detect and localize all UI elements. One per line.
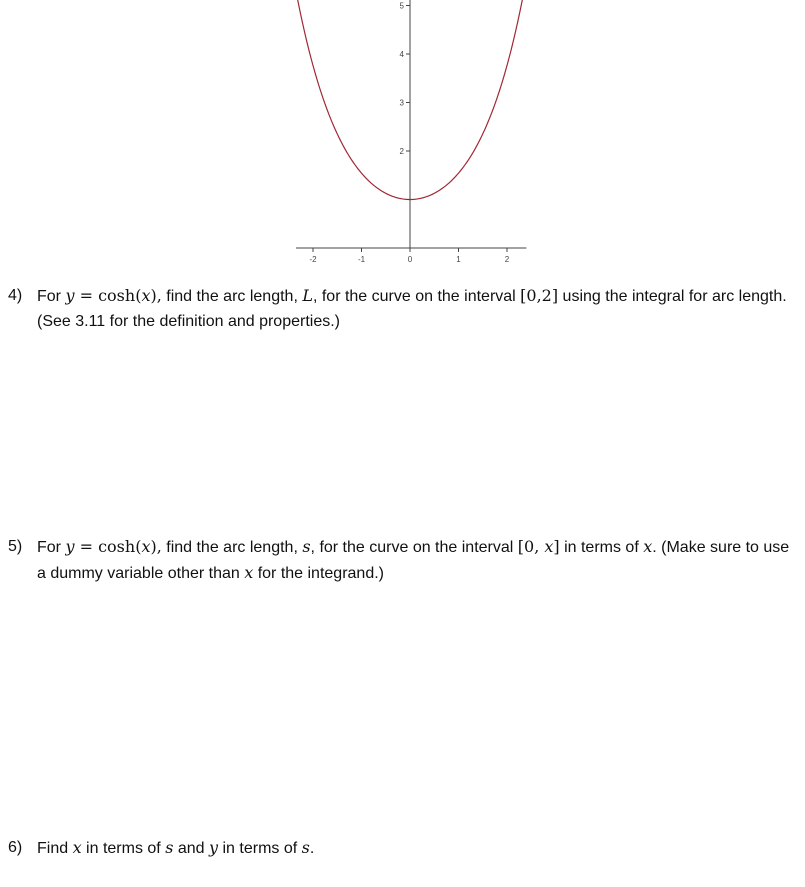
math-run: [0,2]	[520, 286, 559, 305]
problem-4	[8, 283, 798, 334]
plot-axes	[296, 0, 526, 248]
problem-text	[37, 283, 798, 334]
x-tick-label: -2	[309, 255, 317, 264]
text-run: in terms of	[218, 840, 302, 857]
math-run: ]	[553, 537, 560, 556]
math-run: s	[302, 537, 311, 556]
text-run: For	[37, 288, 66, 305]
text-run: and	[173, 840, 209, 857]
y-tick-label: 3	[399, 98, 404, 108]
text-run: , for the curve on the interval	[312, 288, 521, 305]
math-run: L	[302, 286, 313, 305]
problem-number: 5)	[8, 538, 23, 555]
text-run: in terms of	[559, 539, 644, 556]
x-tick-label: 2	[504, 255, 510, 264]
math-run: s	[301, 838, 310, 857]
math-run: x	[643, 537, 653, 556]
problem-6	[8, 835, 798, 861]
math-run: s	[165, 838, 174, 857]
cosh-plot	[0, 0, 805, 270]
x-tick-label: 1	[456, 255, 461, 264]
text-run: find the arc length,	[161, 539, 303, 556]
text-run: in terms of	[81, 840, 166, 857]
math-run: = cosh(	[74, 286, 142, 305]
math-run: ),	[150, 286, 162, 305]
problem-text	[37, 534, 798, 586]
math-run: y	[209, 838, 219, 857]
y-tick-label: 5	[399, 1, 404, 11]
y-tick-label: 4	[399, 50, 404, 59]
y-tick-label: 2	[399, 147, 404, 156]
math-run: x	[141, 286, 151, 305]
math-run: [0,	[517, 537, 545, 556]
problem-number: 4)	[8, 287, 23, 304]
text-run: , for the curve on the interval	[310, 539, 518, 556]
math-run: x	[141, 537, 151, 556]
problem-number: 6)	[8, 839, 23, 856]
math-run: y	[65, 286, 75, 305]
text-run: for the integrand.)	[253, 565, 384, 582]
math-run: ),	[150, 537, 162, 556]
text-run: . (Make sure to use a dummy variable other than	[37, 539, 790, 582]
text-run: .	[309, 840, 315, 857]
problem-text	[37, 835, 798, 861]
math-run: y	[65, 537, 75, 556]
text-run: find the arc length,	[161, 288, 303, 305]
text-run: Find	[37, 840, 73, 857]
x-tick-label: 0	[407, 255, 413, 264]
math-run: x	[244, 563, 254, 582]
text-run: using the integral for arc length. (See 3.11 for the definition and properties.)	[37, 288, 787, 330]
math-run: x	[72, 838, 82, 857]
text-run: For	[37, 539, 66, 556]
problem-5	[8, 534, 798, 586]
math-run: x	[544, 537, 554, 556]
math-run: = cosh(	[74, 537, 142, 556]
x-tick-label: -1	[357, 255, 366, 264]
